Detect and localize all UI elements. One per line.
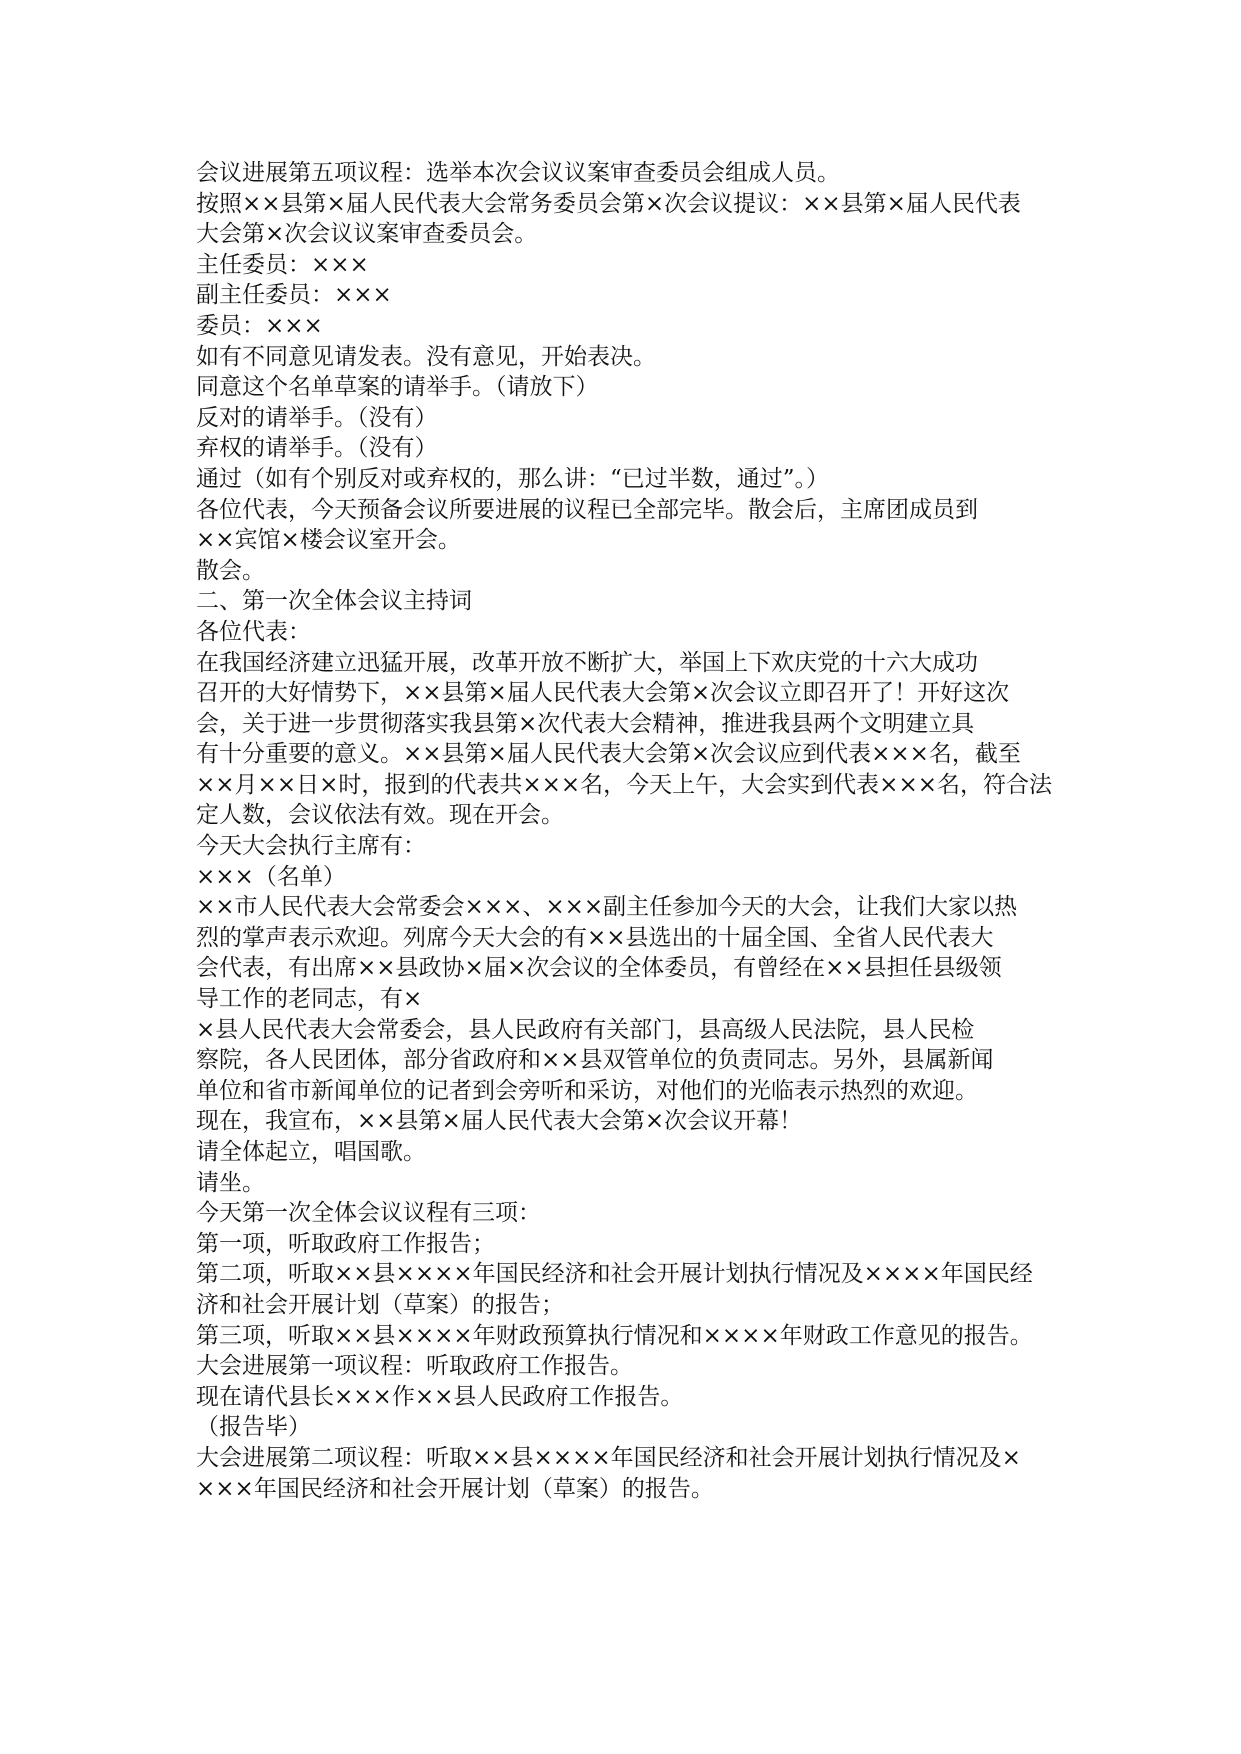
text-line: 今天大会执行主席有： <box>196 833 426 860</box>
text-line: ××月××日×时，报到的代表共×××名，今天上午，大会实到代表×××名，符合法 <box>196 771 1052 798</box>
text-line: 反对的请举手。（没有） <box>196 404 438 431</box>
text-line: 通过（如有个别反对或弃权的，那么讲：“已过半数，通过”。） <box>196 465 830 492</box>
text-line: 济和社会开展计划（草案）的报告； <box>196 1291 564 1318</box>
text-line: 大会进展第二项议程：听取××县××××年国民经济和社会开展计划执行情况及× <box>196 1444 1021 1471</box>
text-line: ××市人民代表大会常委会×××、×××副主任参加今天的大会，让我们大家以热 <box>196 894 1018 921</box>
text-line: 按照××县第×届人民代表大会常务委员会第×次会议提议：××县第×届人民代表 <box>196 190 1021 217</box>
text-line: 召开的大好情势下，××县第×届人民代表大会第×次会议立即召开了！开好这次 <box>196 680 1010 707</box>
text-line: 在我国经济建立迅猛开展，改革开放不断扩大，举国上下欢庆党的十六大成功 <box>196 649 978 676</box>
document-body <box>196 158 1056 1504</box>
text-line: 同意这个名单草案的请举手。（请放下） <box>196 374 599 401</box>
text-line: ×县人民代表大会常委会，县人民政府有关部门，县高级人民法院，县人民检 <box>196 1016 975 1043</box>
text-line: 各位代表，今天预备会议所要进展的议程已全部完毕。散会后，主席团成员到 <box>196 496 978 523</box>
text-line: 第二项，听取××县××××年国民经济和社会开展计划执行情况及××××年国民经 <box>196 1261 1033 1288</box>
text-line: 单位和省市新闻单位的记者到会旁听和采访，对他们的光临表示热烈的欢迎。 <box>196 1077 978 1104</box>
text-line: 主任委员：××× <box>196 251 369 278</box>
text-line: 会议进展第五项议程：选举本次会议议案审查委员会组成人员。 <box>196 160 840 186</box>
text-line: 烈的掌声表示欢迎。列席今天大会的有××县选出的十届全国、全省人民代表大 <box>196 924 994 951</box>
text-line: 弃权的请举手。（没有） <box>196 435 438 462</box>
text-line: 二、第一次全体会议主持词 <box>196 588 472 615</box>
text-line: 大会第×次会议议案审查委员会。 <box>196 221 538 248</box>
text-line: 现在，我宣布，××县第×届人民代表大会第×次会议开幕！ <box>196 1108 803 1135</box>
text-line: 第一项，听取政府工作报告； <box>196 1230 495 1257</box>
text-line: 会，关于进一步贯彻落实我县第×次代表大会精神，推进我县两个文明建立具 <box>196 710 975 737</box>
text-line: 请坐。 <box>196 1169 265 1196</box>
text-line: 请全体起立，唱国歌。 <box>196 1139 426 1165</box>
text-line: 如有不同意见请发表。没有意见，开始表决。 <box>196 343 656 370</box>
text-line: 第三项，听取××县××××年财政预算执行情况和××××年财政工作意见的报告。 <box>196 1322 1033 1349</box>
text-line: 大会进展第一项议程：听取政府工作报告。 <box>196 1353 633 1380</box>
text-line: ××宾馆×楼会议室开会。 <box>196 527 461 554</box>
text-line: 副主任委员：××× <box>196 282 392 309</box>
text-line: 定人数，会议依法有效。现在开会。 <box>196 802 564 829</box>
text-line: 今天第一次全体会议议程有三项： <box>196 1200 541 1227</box>
text-line: ×××年国民经济和社会开展计划（草案）的报告。 <box>196 1475 714 1502</box>
text-line: 散会。 <box>196 557 265 584</box>
text-line: 委员：××× <box>196 312 323 339</box>
text-line: 现在请代县长×××作××县人民政府工作报告。 <box>196 1383 684 1410</box>
text-line: 会代表，有出席××县政协×届×次会议的全体委员，有曾经在××县担任县级领 <box>196 955 1002 982</box>
text-line: （报告毕） <box>196 1414 311 1441</box>
text-line: 察院，各人民团体，部分省政府和××县双管单位的负责同志。另外，县属新闻 <box>196 1047 994 1074</box>
text-line: ×××（名单） <box>196 863 346 890</box>
text-line: 导工作的老同志，有× <box>196 986 423 1013</box>
text-line: 有十分重要的意义。××县第×届人民代表大会第×次会议应到代表×××名，截至 <box>196 741 1021 768</box>
text-line: 各位代表： <box>196 618 311 645</box>
